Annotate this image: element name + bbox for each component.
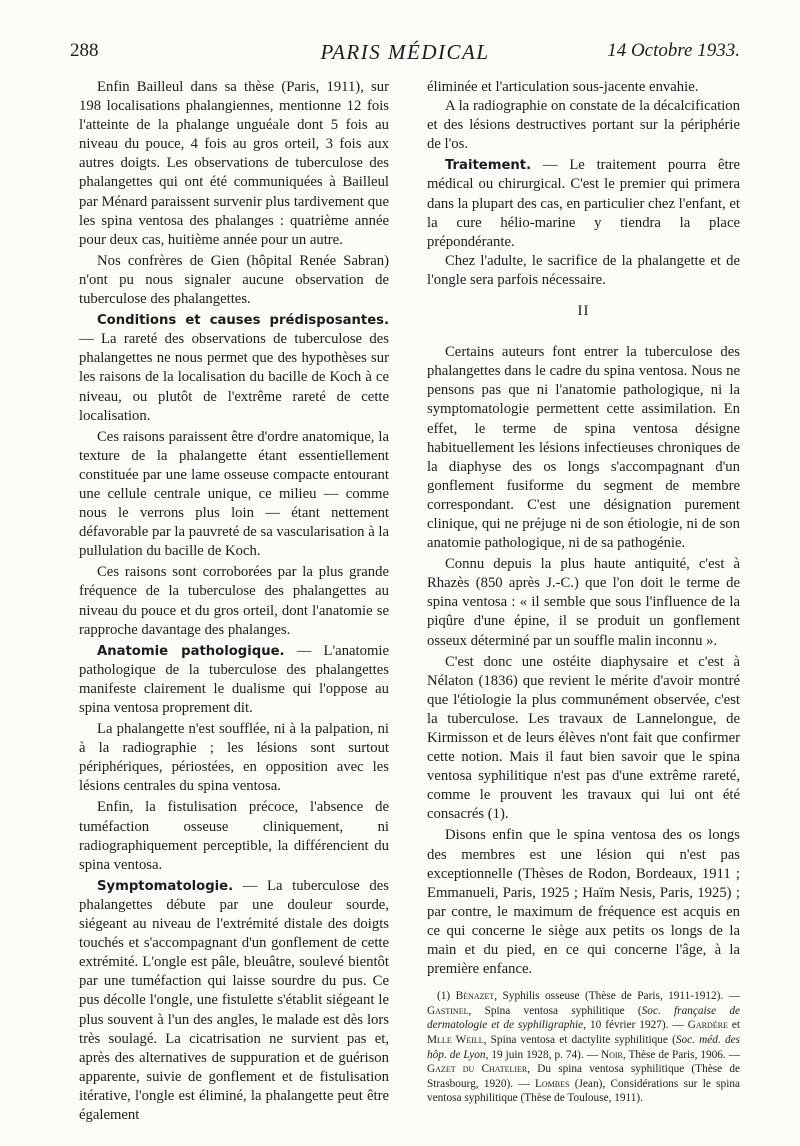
footnote-text: , Thèse de Paris, 1906. —	[622, 1048, 740, 1061]
paragraph	[79, 311, 389, 426]
paragraph: A la radiographie on constate de la décalcification et des lésions destructives portant sur la périphérie de l'os.	[427, 98, 740, 153]
page-number: 288	[70, 40, 99, 61]
section-number: II	[577, 303, 590, 320]
paragraph	[427, 156, 740, 251]
author-name: Gastinel	[427, 1004, 469, 1017]
author-name: Gardère	[687, 1019, 728, 1032]
footnote-text: (Jean), Considérations sur le spina ventosa syphilitique (Thèse de Toulouse, 1911).	[427, 1077, 740, 1105]
paragraph: Enfin Bailleul dans sa thèse (Paris, 1911), sur 198 localisations phalangiennes, mentionne 12 fois l'atteinte de la phalange unguéale dont 5 fois au niveau du pouce, 4 fois au gros orteil, 3 fois aux autres doigts. Les observations de tuberculose des phalangettes qui ont été communiquées à Bailleul par Ménard paraissent survenir plus tardivement que les spina ventosa des phalanges : quatrième année pour deux cas, huitième année pour un autre.	[79, 79, 389, 248]
footnote-text: , Spina ventosa et dactylite syphilitique (	[483, 1034, 676, 1046]
left-column	[79, 78, 389, 1125]
paragraph: La phalangette n'est soufflée, ni à la palpation, ni à la radiographie ; les lésions sont surtout périphériques, périostées, en opposition avec les lésions centrales du spina ventosa.	[79, 721, 389, 795]
footnote	[427, 989, 740, 1106]
journal-title: PARIS MÉDICAL	[320, 40, 490, 64]
paragraph: Certains auteurs font entrer la tuberculose des phalangettes dans le cadre du spina ventosa. Nous ne pensons pas que ni l'anatomie pathologique, ni la symptomatologie permettent cette assimilation. En effet, le terme de spina ventosa désigne habituellement les lésions infectieuses chroniques de la diaphyse des os longs s'accompagnant d'un gonflement fusiforme du segment de membre correspondant. C'est une désignation purement clinique, qui ne préjuge ni de son étiologie, ni de son anatomie pathologique, ni de sa pathogénie.	[427, 344, 740, 552]
section-label: Symptomatologie.	[97, 878, 234, 894]
footnote-text: , 19 juin 1928, p. 74). —	[485, 1048, 601, 1061]
paragraph: Disons enfin que le spina ventosa des os longs des membres est une lésion qui n'est pas exceptionnelle (Thèses de Rodon, Bordeaux, 1911 ; Emmanueli, Paris, 1925 ; Haïm Nesis, Paris, 1925) ; par contre, le maximum de fréquence est acquis en ce qui concerne le siège aux petits os longs de la main et du pied, en ce qui concerne l'âge, à la première enfance.	[427, 827, 740, 978]
section-label: Conditions et causes prédisposantes.	[97, 313, 389, 329]
section-label: Anatomie pathologique.	[97, 643, 285, 659]
footnotes	[427, 989, 740, 1106]
footnote-text: , Du spina ventosa syphilitique (Thèse de Strasbourg, 1920). —	[427, 1063, 740, 1090]
paragraph: C'est donc une ostéite diaphysaire et c'est à Nélaton (1836) que revient le mérite d'avoir montré que l'étiologie la plus communément observée, c'est la tuberculose. Les travaux de Lannelongue, de Kirmisson et de leurs élèves n'ont fait que confirmer cette notion. Mais il faut bien savoir que le spina ventosa syphilitique n'est pas d'une extrême rareté, comme le prouvent les travaux qui lui ont été consacrés (1).	[427, 653, 740, 823]
paragraph	[79, 642, 389, 718]
paragraph: Ces raisons paraissent être d'ordre anatomique, la texture de la phalangette étant essentiellement constituée par une lame osseuse compacte entourant une cellule centrale unique, ce milieu — comme nous le verrons plus loin — étant nettement défavorable par la pauvreté de sa vascularisation à la pullulation du bacille de Koch.	[79, 428, 389, 560]
author-name: Bénazet	[455, 990, 495, 1003]
paragraph-text: — Le traitement pourra être médical ou chirurgical. C'est le premier qui primera dans la plupart des cas, en particulier chez l'enfant, et la cure hélio-marine y tiendra la place prépondérante.	[427, 157, 740, 250]
author-name: Gazet du Chatelier	[427, 1063, 528, 1076]
footnote-marker: (1)	[437, 990, 456, 1003]
footnote-text: , 10 février 1927). —	[583, 1019, 688, 1032]
author-name: Noir	[600, 1048, 623, 1061]
journal-name: Soc. française de dermatologie et de syphiligraphie	[427, 1004, 740, 1032]
right-column	[427, 78, 740, 1106]
footnote-text: et	[727, 1019, 740, 1032]
paragraph: Chez l'adulte, le sacrifice de la phalangette et de l'ongle sera parfois nécessaire.	[427, 252, 740, 288]
section-label: Traitement.	[445, 158, 532, 174]
journal-name: Soc. méd. des hôp. de Lyon	[427, 1034, 741, 1061]
paragraph: éliminée et l'articulation sous-jacente envahie.	[427, 79, 699, 95]
paragraph-text: — L'anatomie pathologique de la tuberculose des phalangettes manifeste clairement le dualisme qui l'oppose au spina ventosa proprement dit.	[79, 642, 390, 716]
issue-date: 14 Octobre 1933.	[607, 40, 740, 61]
author-name: Lombes	[534, 1077, 570, 1090]
paragraph-text: — La tuberculose des phalangettes débute par une douleur sourde, siégeant au niveau de l'extrémité distale des doigts touchés et s'accompagnant d'un gonflement de cette extrémité. L'ongle est pâle, bleuâtre, soulevé bientôt par une tuméfaction qui laisse sourdre du pus. Ce pus décolle l'ongle, une fistulette s'établit siégeant le plus souvent à l'un des angles, le malade est dès lors très soulagé. La cicatrisation ne survient pas et, après des alternatives de suppuration et de guérison apparente, suivie de gonflement et de fistulisation itérative, l'ongle est éliminé, la phalangette peut être également	[79, 877, 389, 1123]
author-name: Mlle Weill	[427, 1034, 484, 1046]
footnote-text: , Spina ventosa syphilitique (	[468, 1004, 642, 1017]
paragraph: Ces raisons sont corroborées par la plus grande fréquence de la tuberculose des phalangettes au niveau du pouce et du gros orteil, dont l'anatomie se rapproche davantage des phalanges.	[79, 564, 389, 638]
paragraph: Enfin, la fistulisation précoce, l'absence de tuméfaction osseuse cliniquement, ni radiographiquement perceptible, la différencient du spina ventosa.	[79, 799, 389, 873]
page-header	[70, 40, 740, 68]
paragraph: Nos confrères de Gien (hôpital Renée Sabran) n'ont pu nous signaler aucune observation de tuberculose des phalangettes.	[79, 252, 389, 308]
paragraph	[79, 877, 389, 1125]
paragraph-text: — La rareté des observations de tuberculose des phalangettes ne nous permet que des hypothèses sur les raisons de la localisation du bacille de Koch à ce niveau, ou plutôt de l'extrême rareté de cette localisation.	[79, 331, 389, 424]
footnote-text: , Syphilis osseuse (Thèse de Paris, 1911-1912). —	[494, 990, 740, 1003]
paragraph: Connu depuis la plus haute antiquité, c'est à Rhazès (850 après J.-C.) que l'on doit le terme de spina ventosa : « il semble que sous l'influence de la piqûre d'une épine, il se produit un gonflement osseux déterminé par un souffle malin inconnu ».	[427, 556, 740, 649]
